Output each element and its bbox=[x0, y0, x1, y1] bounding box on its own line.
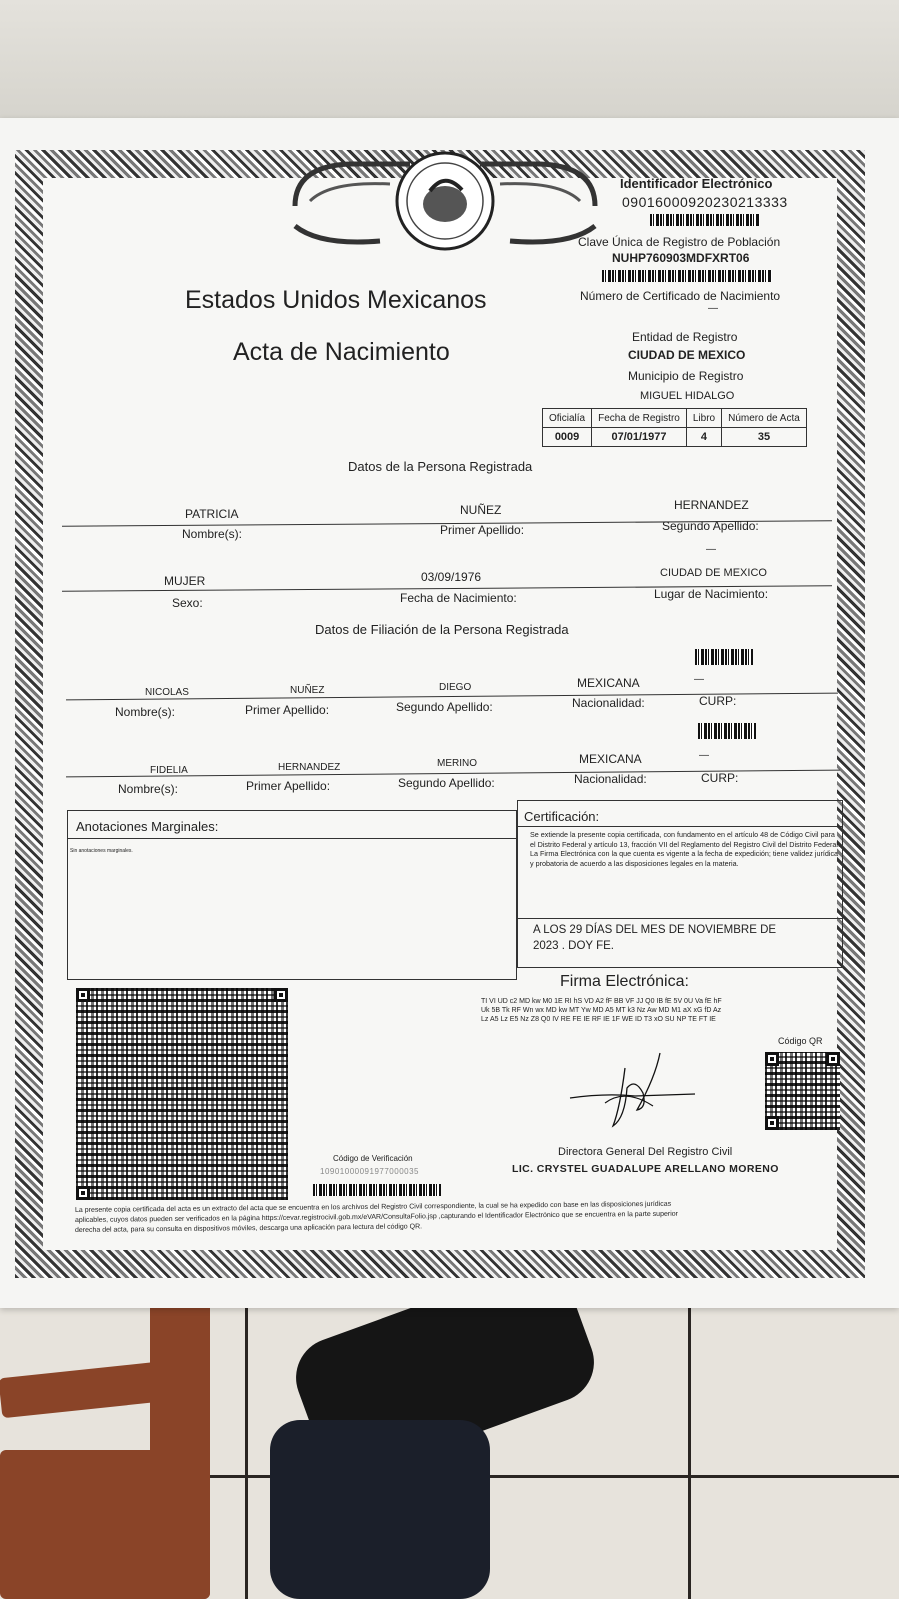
certificacion-divider bbox=[517, 826, 843, 827]
madre-curp-barcode bbox=[698, 723, 756, 739]
padre-curp: — bbox=[694, 674, 704, 685]
certificado-value: — bbox=[708, 303, 718, 314]
persona-segundo-apellido-label: Segundo Apellido: bbox=[662, 519, 759, 533]
identificador-value: 09016000920230213333 bbox=[622, 194, 788, 210]
madre-primer-apellido: HERNANDEZ bbox=[278, 762, 341, 773]
madre-nombre-label: Nombre(s): bbox=[118, 782, 179, 796]
padre-segundo-apellido: DIEGO bbox=[439, 682, 472, 693]
identificador-label: Identificador Electrónico bbox=[620, 176, 773, 191]
trouser-leg bbox=[270, 1420, 490, 1599]
footer-line1: La presente copia certificada del acta es un extracto del acta que se encuentra en los archivos del Registro Civil correspondiente, la cual se ha expedido con base en las disposiciones jurídicas bbox=[74, 1200, 672, 1214]
floor-grout bbox=[245, 1300, 248, 1599]
padre-nacionalidad: MEXICANA bbox=[577, 676, 640, 690]
firma-hash-line2: Uk 5B Tk RF Wn wx MD kw MT Yw MD A5 MT k3 Nz Aw MD M1 aX xG fD Az bbox=[481, 1007, 722, 1014]
padre-primer-apellido: NUÑEZ bbox=[290, 685, 325, 696]
entidad-label: Entidad de Registro bbox=[632, 330, 738, 344]
padre-nacionalidad-label: Nacionalidad: bbox=[572, 696, 645, 710]
background-floor bbox=[0, 1300, 899, 1599]
madre-curp: — bbox=[699, 750, 709, 761]
registro-header-fecha: Fecha de Registro bbox=[592, 409, 687, 428]
anotaciones-body: Sin anotaciones marginales. bbox=[70, 848, 133, 854]
firma-nombre: LIC. CRYSTEL GUADALUPE ARELLANO MORENO bbox=[512, 1163, 779, 1175]
persona-lugar-label: Lugar de Nacimiento: bbox=[654, 587, 769, 601]
madre-nacionalidad: MEXICANA bbox=[579, 752, 642, 766]
chair-rail bbox=[0, 1362, 162, 1419]
identificador-barcode bbox=[650, 214, 760, 226]
persona-primer-apellido: NUÑEZ bbox=[460, 503, 502, 517]
chair-seat bbox=[0, 1450, 210, 1599]
large-qr-code bbox=[76, 988, 288, 1200]
footer-line3: derecha del acta, para su consulta en dispositivos móviles, descarga una aplicación para lectura del código QR. bbox=[74, 1223, 423, 1234]
persona-fecha-label: Fecha de Nacimiento: bbox=[400, 591, 517, 605]
registro-header-oficialia: Oficialía bbox=[543, 409, 592, 428]
firma-title: Firma Electrónica: bbox=[560, 973, 689, 990]
qr-finder bbox=[765, 1052, 779, 1066]
document-title: Acta de Nacimiento bbox=[233, 338, 450, 366]
madre-nacionalidad-label: Nacionalidad: bbox=[574, 772, 647, 786]
qr-finder bbox=[826, 1052, 840, 1066]
persona-segundo-apellido: HERNANDEZ bbox=[674, 498, 749, 512]
padre-segundo-apellido-label: Segundo Apellido: bbox=[396, 700, 493, 714]
background-wall bbox=[0, 0, 899, 125]
verificacion-barcode bbox=[313, 1184, 441, 1196]
madre-segundo-apellido: MERINO bbox=[437, 758, 477, 769]
madre-segundo-apellido-label: Segundo Apellido: bbox=[398, 776, 495, 790]
padre-nombre: NICOLAS bbox=[145, 687, 189, 698]
certificacion-fecha-line2: 2023 . DOY FE. bbox=[533, 940, 614, 952]
entidad-value: CIUDAD DE MEXICO bbox=[628, 348, 746, 362]
firma-hash-line3: Lz A5 Lz E5 Nz Z8 Q0 IV RE FE IE RF IE 1F WE ID T3 xO SU NP TE FT IE bbox=[481, 1016, 716, 1023]
padre-nombre-label: Nombre(s): bbox=[115, 705, 176, 719]
registro-acta: 35 bbox=[722, 428, 807, 447]
certificacion-fecha-line1: A LOS 29 DÍAS DEL MES DE NOVIEMBRE DE bbox=[533, 924, 777, 936]
floor-grout bbox=[688, 1300, 691, 1599]
qr-finder bbox=[765, 1116, 779, 1130]
qr-finder bbox=[274, 988, 288, 1002]
qr-finder bbox=[76, 988, 90, 1002]
filiacion-section-title: Datos de Filiación de la Persona Registrada bbox=[315, 622, 569, 637]
codigo-qr-label: Código QR bbox=[778, 1036, 823, 1046]
anotaciones-box bbox=[67, 810, 517, 980]
curp-value: NUHP760903MDFXRT06 bbox=[612, 251, 750, 265]
verificacion-value: 10901000091977000035 bbox=[320, 1167, 419, 1176]
persona-section-title: Datos de la Persona Registrada bbox=[348, 459, 533, 474]
padre-curp-label: CURP: bbox=[699, 694, 737, 708]
curp-label: Clave Única de Registro de Población bbox=[578, 235, 781, 249]
registro-oficialia: 0009 bbox=[543, 428, 592, 447]
firma-cargo: Directora General Del Registro Civil bbox=[558, 1146, 733, 1158]
certificacion-date-divider bbox=[517, 918, 843, 919]
madre-curp-label: CURP: bbox=[701, 771, 739, 785]
municipio-value: MIGUEL HIDALGO bbox=[640, 390, 735, 402]
persona-sexo-label: Sexo: bbox=[172, 596, 203, 610]
persona-fecha-nacimiento: 03/09/1976 bbox=[421, 570, 482, 584]
municipio-label: Municipio de Registro bbox=[628, 369, 744, 383]
madre-primer-apellido-label: Primer Apellido: bbox=[246, 779, 331, 793]
anotaciones-title: Anotaciones Marginales: bbox=[76, 819, 219, 834]
signature-icon bbox=[565, 1048, 705, 1143]
country-title: Estados Unidos Mexicanos bbox=[185, 286, 487, 314]
madre-nombre: FIDELIA bbox=[150, 765, 188, 776]
registro-fecha: 07/01/1977 bbox=[592, 428, 687, 447]
registro-libro: 4 bbox=[686, 428, 721, 447]
registro-header-libro: Libro bbox=[686, 409, 721, 428]
persona-primer-apellido-label: Primer Apellido: bbox=[440, 523, 525, 537]
registro-header-acta: Número de Acta bbox=[722, 409, 807, 428]
firma-hash-line1: TI VI UD c2 MD kw M0 1E RI hS VD A2 fF BB VF JJ Q0 IB fE 5V 0U Va fE hF bbox=[481, 998, 722, 1005]
curp-barcode bbox=[602, 270, 772, 282]
verificacion-label: Código de Verificación bbox=[333, 1154, 413, 1163]
persona-lugar-nacimiento: CIUDAD DE MEXICO bbox=[660, 567, 767, 579]
footer-line2: aplicables, cuyos datos pueden ser verificados en la página https://cevar.registrocivil.gob.mx/eVAR/ConsultaFolio.jsp ,capturando el Identificador Electrónico que se encuentra en la parte superior bbox=[74, 1210, 679, 1224]
persona-nombre-label: Nombre(s): bbox=[182, 527, 243, 541]
qr-finder bbox=[76, 1186, 90, 1200]
persona-sexo: MUJER bbox=[164, 574, 206, 588]
certificacion-body: Se extiende la presente copia certificada, con fundamento en el artículo 48 de Código Civil para el Distrito Federal y artículo 13, fracción VII del Reglamento del Registro Civil del Distrito Federal. La Firma Electrónica con la que cuenta es vigente a la fecha de expedición; tiene validez jurídica y probatoria de acuerdo a las disposiciones legales en la materia. bbox=[530, 830, 840, 868]
persona-dash: — bbox=[706, 544, 716, 555]
persona-nombre: PATRICIA bbox=[185, 507, 239, 521]
padre-curp-barcode bbox=[695, 649, 753, 665]
anotaciones-divider bbox=[67, 838, 517, 839]
certificacion-title: Certificación: bbox=[524, 809, 600, 824]
registro-table bbox=[542, 408, 807, 447]
padre-primer-apellido-label: Primer Apellido: bbox=[245, 703, 330, 717]
national-seal-icon bbox=[290, 146, 600, 256]
birth-certificate bbox=[0, 118, 899, 1308]
certificado-label: Número de Certificado de Nacimiento bbox=[580, 289, 781, 303]
small-qr-code bbox=[765, 1052, 840, 1130]
